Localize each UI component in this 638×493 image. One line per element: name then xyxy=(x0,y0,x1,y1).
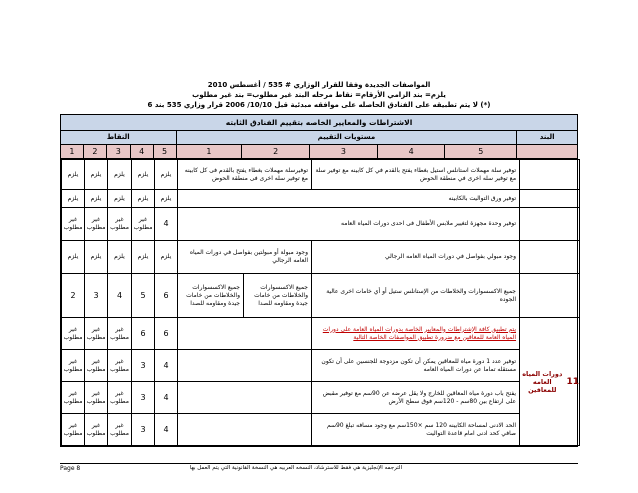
points-cell: يلزم xyxy=(132,190,155,208)
table-row xyxy=(62,350,580,382)
criterion-text: توفير ورق التواليت بالكابينه xyxy=(178,190,520,208)
band-col-blank xyxy=(517,145,577,158)
points-cell: 6 xyxy=(155,318,178,350)
points-cell: غير مطلوب xyxy=(85,208,108,241)
criterion-text: يتم تطبيق كافة الإشتراطات والمعايير الخاصة بدورات المياه العامة على دورات المياه العامة للمعاقين مع ضرورة تطبيق المواصفات الخاصة التالية xyxy=(312,318,520,350)
band-cell xyxy=(520,208,580,241)
points-cell: غير مطلوب xyxy=(85,382,108,414)
band-cell-11 xyxy=(520,318,580,446)
band-title: دورات المياه العامه للمعاقين xyxy=(522,369,563,394)
number-row xyxy=(61,145,577,159)
blank-cell xyxy=(178,382,312,414)
points-cell: 6 xyxy=(155,274,178,318)
level-col-4: 4 xyxy=(378,145,446,158)
points-cell: غير مطلوب xyxy=(62,414,85,446)
page-footer xyxy=(60,463,578,473)
note-exception: (*) لا يتم تطبيقه على الفنادق الحاصله على موافقه مبدئية قبل 10/10/ 2006 قرار وزاري 535 بند 6 xyxy=(147,101,491,109)
points-cell: غير مطلوب xyxy=(62,318,85,350)
blank-cell xyxy=(178,318,312,350)
criterion-text-low: وجود مبولة أو مبولتين بفواصل في دورات المياه العامه الرجالي xyxy=(178,241,312,274)
header-row xyxy=(61,131,577,145)
level-col-3: 3 xyxy=(310,145,378,158)
band-cell xyxy=(520,274,580,318)
points-cell: يلزم xyxy=(108,160,132,190)
criterion-text-level2: جميع الاكسسوارات والخلاطات من خامات جيدة ومقاومه للصدا xyxy=(244,274,312,318)
points-cell: غير مطلوب xyxy=(108,414,132,446)
points-cell: يلزم xyxy=(62,241,85,274)
criterion-text: توفير وحدة مجهزة لتغيير ملابس الأطفال فى احدى دورات المياه العامه xyxy=(178,208,520,241)
points-header: النقاط xyxy=(61,131,177,144)
levels-header: مستويات التقييم xyxy=(177,131,518,144)
points-cell: 3 xyxy=(132,414,155,446)
band-number: 11 xyxy=(566,376,580,387)
points-cell: يلزم xyxy=(62,160,85,190)
points-cell: غير مطلوب xyxy=(85,350,108,382)
points-cell: غير مطلوب xyxy=(108,382,132,414)
points-cell: غير مطلوب xyxy=(132,208,155,241)
page-number: Page 8 xyxy=(60,465,81,472)
points-cell: 5 xyxy=(132,274,155,318)
points-col-4: 4 xyxy=(131,145,154,158)
table-row xyxy=(62,414,580,446)
points-cell: غير مطلوب xyxy=(108,318,132,350)
points-cell: يلزم xyxy=(155,190,178,208)
criterion-text-high: توفير سلة مهملات استانلس استيل بغطاء يفتح بالقدم في كل كابينه مع توفير سلة مع توفير سله اخرى في منطقة الحوض xyxy=(312,160,520,190)
points-cell: يلزم xyxy=(132,241,155,274)
points-cell: 4 xyxy=(155,382,178,414)
criterion-text: توفير عدد 1 دورة مياه للمعاقين يمكن أن تكون مزدوجة للجنسين على أن تكون مستقله تماما عن دورات المياه العامه xyxy=(312,350,520,382)
points-cell: 4 xyxy=(108,274,132,318)
points-cell: يلزم xyxy=(108,190,132,208)
points-cell: غير مطلوب xyxy=(62,350,85,382)
table-row xyxy=(62,318,580,350)
criteria-body xyxy=(61,159,580,446)
table-title: الاشتراطات والمعايير الخاصه بتقييم الفنادق الثابته xyxy=(61,115,577,131)
points-cell: يلزم xyxy=(85,241,108,274)
table-row xyxy=(62,208,580,241)
points-cell: يلزم xyxy=(85,160,108,190)
points-cell: غير مطلوب xyxy=(108,350,132,382)
criteria-table xyxy=(60,114,578,447)
points-cell: غير مطلوب xyxy=(85,414,108,446)
points-col-3: 3 xyxy=(107,145,131,158)
band-header: البند xyxy=(539,133,555,141)
criterion-text-level1: جميع الاكسسوارات والخلاطات من خامات جيدة ومقاومه للصدا xyxy=(178,274,244,318)
footer-caption: الترجمه الإنجليزية هي فقط للاسترشاد، النسخه العربيه هي النسخة القانونية التي يتم العمل بها xyxy=(189,465,402,471)
points-cell: 4 xyxy=(155,350,178,382)
criterion-text-low: توفيرسلة مهملات بغطاء يفتح بالقدم فى كل كابينه مع توفير سله اخرى فى منطقة الحوض xyxy=(178,160,312,190)
header-notes xyxy=(0,80,638,110)
points-cell: 3 xyxy=(132,382,155,414)
criterion-text-high: وجود مبولي بفواصل في دورات المياه العامه الرجالي xyxy=(312,241,520,274)
note-legend: يلزم= بند الزامي الأرقام= نقاط مرحله البند غير مطلوب= بند غير مطلوب xyxy=(192,91,446,99)
blank-cell xyxy=(178,414,312,446)
points-cell: يلزم xyxy=(62,190,85,208)
band-cell xyxy=(520,160,580,190)
points-cell: 4 xyxy=(155,208,178,241)
table-row xyxy=(62,241,580,274)
points-cell: يلزم xyxy=(108,241,132,274)
points-cell: 3 xyxy=(132,350,155,382)
level-col-5: 5 xyxy=(445,145,517,158)
level-col-1: 1 xyxy=(177,145,243,158)
points-col-1: 1 xyxy=(61,145,84,158)
points-cell: يلزم xyxy=(85,190,108,208)
points-cell: 3 xyxy=(85,274,108,318)
points-cell: 6 xyxy=(132,318,155,350)
points-cell: يلزم xyxy=(155,160,178,190)
criterion-text: يفتح باب دورة مياه المعاقين للخارج ولا يقل عرضه عن 90سم مع توفير مقبض على ارتفاع بين 80سم - 120سم فوق سطح الأرض xyxy=(312,382,520,414)
points-cell: غير مطلوب xyxy=(62,382,85,414)
points-cell: 4 xyxy=(155,414,178,446)
points-cell: 2 xyxy=(62,274,85,318)
points-cell: غير مطلوب xyxy=(62,208,85,241)
criterion-text: الحد الادنى لمساحة الكابينه 120 سم ×150سم مع وجود مسافه تبلغ 90سم صافي كحد ادنى امام قاعدة التواليت xyxy=(312,414,520,446)
table-row xyxy=(62,274,580,318)
points-cell: يلزم xyxy=(132,160,155,190)
points-col-5: 5 xyxy=(154,145,177,158)
points-cell: غير مطلوب xyxy=(85,318,108,350)
band-cell xyxy=(520,190,580,208)
table-row xyxy=(62,160,580,190)
criterion-text-high: جميع الاكسسوارات والخلاطات من الإستانلس ستيل أو أي خامات اخرى عالية الجوده xyxy=(312,274,520,318)
level-col-2: 2 xyxy=(242,145,310,158)
band-cell xyxy=(520,241,580,274)
note-decree: المواصفات الجديدة وفقا للقرار الوزاري # 535 / أغسطس 2010 xyxy=(207,81,431,89)
points-col-2: 2 xyxy=(84,145,107,158)
points-cell: يلزم xyxy=(155,241,178,274)
blank-cell xyxy=(178,350,312,382)
table-row xyxy=(62,382,580,414)
points-cell: غير مطلوب xyxy=(108,208,132,241)
table-row xyxy=(62,190,580,208)
